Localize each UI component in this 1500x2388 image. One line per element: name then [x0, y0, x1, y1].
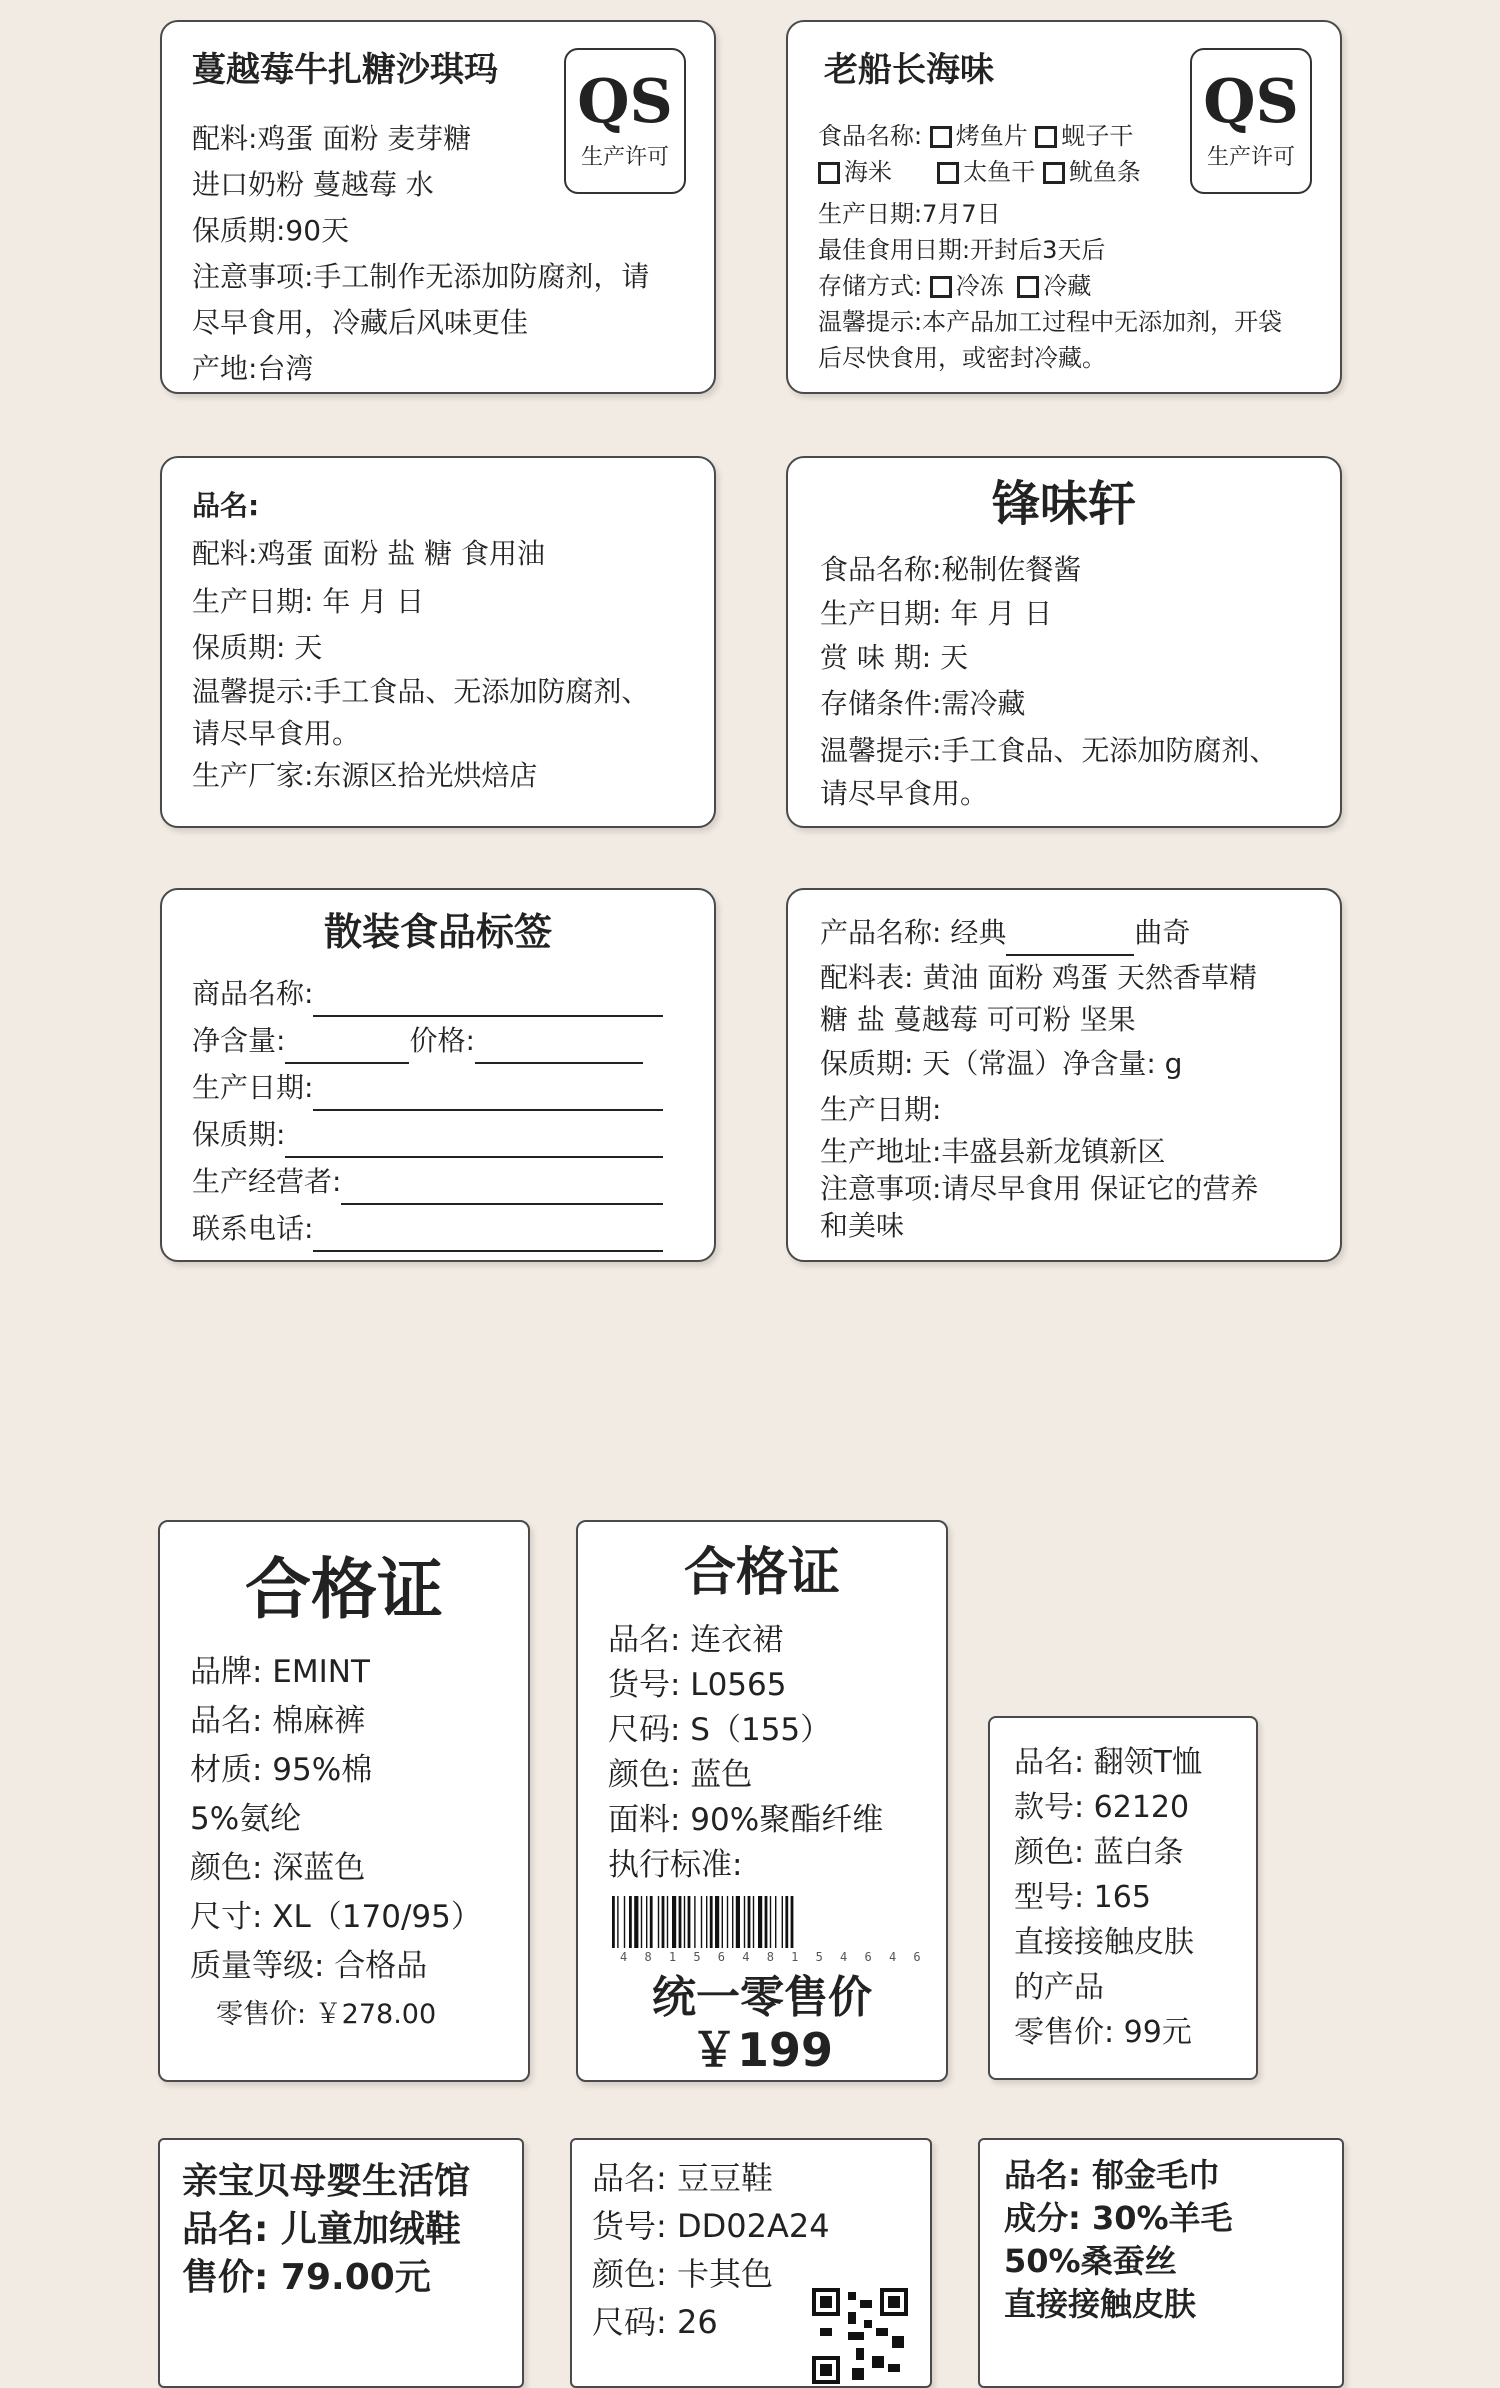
tag-line: 尺码: 26 — [592, 2303, 718, 2341]
label-line: 存储条件:需冷藏 — [820, 687, 1026, 720]
option-label: 蚬子干 — [1061, 122, 1134, 150]
label-cookie — [786, 888, 1342, 1262]
field-label: 生产日期: — [192, 1071, 314, 1104]
cert-line: 质量等级: 合格品 — [190, 1948, 428, 1984]
cert-line: 品名: 连衣裙 — [608, 1622, 784, 1658]
barcode-number: 4 8 1 5 6 4 8 1 5 4 6 4 6 — [620, 1950, 926, 1964]
checkbox[interactable] — [930, 276, 952, 298]
label-fengweixuan — [786, 456, 1342, 828]
price: ￥199 — [690, 2023, 834, 2077]
label-line: 生产日期: — [820, 1093, 942, 1126]
field-label: 价格: — [409, 1024, 475, 1057]
checkbox[interactable] — [1035, 126, 1057, 148]
tag-line: 品名: 儿童加绒鞋 — [182, 2209, 461, 2250]
cert-line: 的产品 — [1014, 1970, 1104, 2005]
tag-line: 成分: 30%羊毛 — [1004, 2199, 1233, 2237]
certificate-title: 合格证 — [245, 1551, 443, 1628]
qs-badge-text: 生产许可 — [580, 145, 669, 170]
qr-code — [812, 2288, 908, 2384]
label-line: 进口奶粉 蔓越莓 水 — [192, 168, 434, 201]
tip-line: 后尽快食用，或密封冷藏。 — [818, 344, 1106, 372]
label-line: 保质期: 天（常温）净含量: g — [820, 1047, 1183, 1080]
field-label: 商品名称: — [192, 977, 314, 1010]
price-label: 统一零售价 — [652, 1972, 872, 2023]
cert-line: 材质: 95%棉 — [190, 1752, 373, 1788]
label-line: 食品名称:秘制佐餐酱 — [820, 553, 1082, 586]
cert-line: 5%氨纶 — [190, 1801, 302, 1837]
label-line: 配料表: 黄油 面粉 鸡蛋 天然香草精 — [820, 961, 1258, 994]
tag-line: 颜色: 卡其色 — [592, 2255, 773, 2293]
cert-line: 货号: L0565 — [608, 1667, 787, 1703]
field-label: 保质期: — [192, 1118, 286, 1151]
retail-price: 零售价: ￥278.00 — [216, 1999, 437, 2030]
label-line: 生产地址:丰盛县新龙镇新区 — [820, 1135, 1166, 1168]
option-label: 太鱼干 — [963, 158, 1036, 186]
qs-mark: QS — [1203, 67, 1299, 137]
label-line: 生产日期: 年 月 日 — [192, 585, 425, 618]
field-label: 净含量: — [192, 1024, 286, 1057]
label-seafood — [786, 20, 1342, 394]
blank-line[interactable] — [313, 1250, 663, 1252]
tag-bean-shoes — [570, 2138, 932, 2388]
field-label: 曲奇 — [1134, 916, 1191, 949]
cert-line: 品牌: EMINT — [190, 1654, 370, 1690]
cert-line: 品名: 翻领T恤 — [1014, 1745, 1202, 1780]
form-row-operator — [192, 1158, 663, 1205]
qs-badge-text: 生产许可 — [1206, 145, 1295, 170]
storage-row — [818, 268, 1282, 304]
cert-line: 颜色: 深蓝色 — [190, 1850, 366, 1886]
tag-line: 货号: DD02A24 — [592, 2207, 830, 2245]
tag-baby-shoes — [158, 2138, 524, 2388]
cert-line: 尺寸: XL（170/95） — [190, 1899, 482, 1935]
label-bulk-food — [160, 888, 716, 1262]
field-label: 产品名称: 经典 — [820, 916, 1007, 949]
tag-line: 品名: 豆豆鞋 — [592, 2159, 773, 2197]
label-line: 生产厂家:东源区拾光烘焙店 — [192, 759, 538, 792]
food-options-row — [818, 154, 1282, 190]
label-line: 请尽早食用。 — [820, 777, 989, 810]
label-title: 锋味轩 — [991, 476, 1136, 532]
cert-line: 型号: 165 — [1014, 1880, 1151, 1915]
option-label: 冷藏 — [1043, 272, 1092, 300]
label-line: 糖 盐 蔓越莓 可可粉 坚果 — [820, 1003, 1136, 1036]
option-label: 冷冻 — [955, 272, 1004, 300]
label-line: 配料:鸡蛋 面粉 盐 糖 食用油 — [192, 537, 546, 570]
label-line: 配料:鸡蛋 面粉 麦芽糖 — [192, 122, 472, 155]
label-line: 保质期:90天 — [192, 214, 350, 247]
label-line: 品名: — [192, 489, 260, 522]
label-line: 生产日期: 年 月 日 — [820, 597, 1053, 630]
checkbox[interactable] — [1043, 162, 1065, 184]
label-line: 请尽早食用。 — [192, 717, 361, 750]
cert-line: 尺码: S（155） — [608, 1712, 832, 1748]
label-line: 保质期: 天 — [192, 631, 323, 664]
food-name-label: 食品名称: — [818, 122, 923, 150]
form-row-phone — [192, 1205, 663, 1252]
cert-line: 直接接触皮肤 — [1014, 1925, 1194, 1960]
checkbox[interactable] — [930, 126, 952, 148]
certificate-dress — [576, 1520, 948, 2082]
label-bakery — [160, 456, 716, 828]
tag-towel — [978, 2138, 1344, 2388]
label-cranberry-sachima — [160, 20, 716, 394]
option-label: 鱿鱼条 — [1068, 158, 1141, 186]
label-line: 温馨提示:手工食品、无添加防腐剂、 — [192, 675, 650, 708]
qs-mark: QS — [577, 67, 673, 137]
cert-line: 零售价: 99元 — [1014, 2015, 1192, 2050]
form-row-net-price — [192, 1017, 663, 1064]
form-row-date — [192, 1064, 663, 1111]
checkbox[interactable] — [818, 162, 840, 184]
cert-line: 执行标准: — [608, 1847, 743, 1883]
tip-line: 温馨提示:本产品加工过程中无添加剂，开袋 — [818, 308, 1283, 336]
cert-line: 颜色: 蓝白条 — [1014, 1835, 1184, 1870]
field-label: 生产经营者: — [192, 1165, 342, 1198]
storage-label: 存储方式: — [818, 272, 923, 300]
tag-line: 直接接触皮肤 — [1004, 2285, 1197, 2323]
barcode — [612, 1896, 918, 1948]
tag-line: 品名: 郁金毛巾 — [1004, 2156, 1220, 2194]
label-line: 注意事项:手工制作无添加防腐剂，请 — [192, 260, 650, 293]
blank-line[interactable] — [1006, 922, 1134, 956]
checkbox[interactable] — [1017, 276, 1039, 298]
option-label: 烤鱼片 — [955, 122, 1028, 150]
label-line: 和美味 — [820, 1209, 905, 1242]
tag-line: 售价: 79.00元 — [182, 2257, 431, 2298]
cert-line: 款号: 62120 — [1014, 1790, 1190, 1825]
label-line: 温馨提示:手工食品、无添加防腐剂、 — [820, 734, 1278, 767]
certificate-tshirt — [988, 1716, 1258, 2080]
label-line: 尽早食用，冷藏后风味更佳 — [192, 306, 529, 339]
cert-line: 颜色: 蓝色 — [608, 1757, 753, 1793]
label-title: 蔓越莓牛扎糖沙琪玛 — [192, 50, 498, 90]
best-before: 最佳食用日期:开封后3天后 — [818, 236, 1106, 264]
form-row-shelf — [192, 1111, 663, 1158]
field-label: 联系电话: — [192, 1212, 314, 1245]
label-line: 注意事项:请尽早食用 保证它的营养 — [820, 1172, 1259, 1205]
certificate-title: 合格证 — [683, 1543, 840, 1603]
product-name-row — [820, 910, 1258, 956]
label-title: 散装食品标签 — [323, 910, 552, 954]
cert-line: 品名: 棉麻裤 — [190, 1703, 366, 1739]
label-line: 赏 味 期: 天 — [820, 641, 969, 674]
label-line: 产地:台湾 — [192, 352, 314, 385]
form-row-name — [192, 970, 663, 1017]
tag-line: 50%桑蚕丝 — [1004, 2242, 1177, 2280]
production-date: 生产日期:7月7日 — [818, 200, 1001, 228]
food-name-row — [818, 118, 1282, 154]
certificate-pants — [158, 1520, 530, 2082]
checkbox[interactable] — [937, 162, 959, 184]
tag-line: 亲宝贝母婴生活馆 — [182, 2161, 471, 2202]
option-label: 海米 — [844, 158, 892, 186]
label-title: 老船长海味 — [824, 50, 994, 90]
cert-line: 面料: 90%聚酯纤维 — [608, 1802, 884, 1838]
